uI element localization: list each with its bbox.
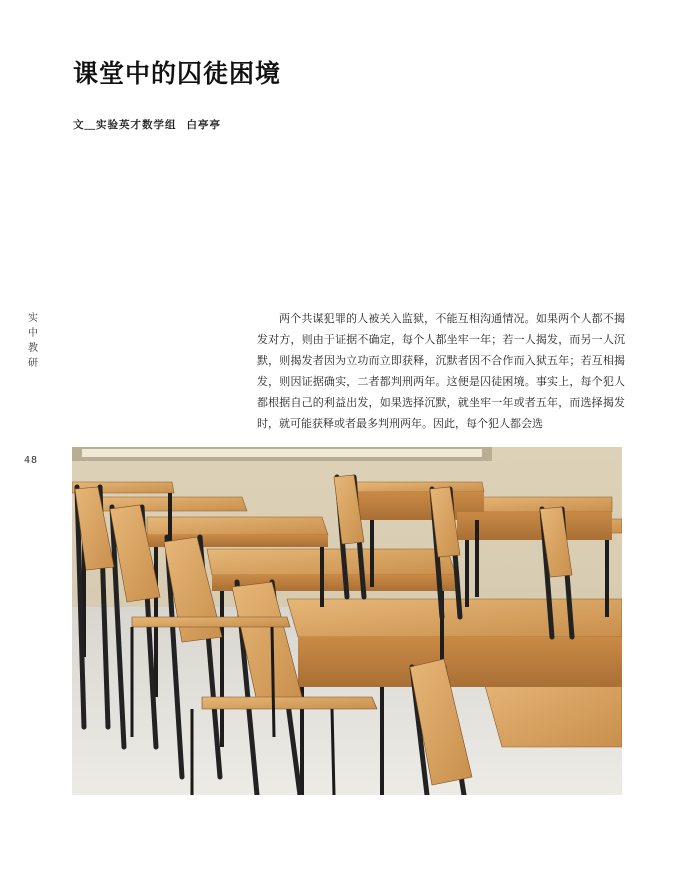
byline <box>73 117 221 132</box>
section-char: 中 <box>28 328 38 339</box>
section-label <box>27 311 39 371</box>
body-text <box>257 308 625 434</box>
body-paragraph: 两个共谋犯罪的人被关入监狱，不能互相沟通情况。如果两个人都不揭发对方，则由于证据不确定，每个人都坐牢一年；若一人揭发，而另一人沉默，则揭发者因为立功而立即获释，沉默者因不合作而入狱五年；若互相揭发，则因证据确实，二者都判刑两年。这便是囚徒困境。事实上，每个犯人都根据自己的利益出发，如果选择沉默，就坐牢一年或者五年，而选择揭发时，就可能获释或者最多判刑两年。因此，每个犯人都会选 <box>257 312 625 430</box>
section-char: 教 <box>28 343 38 354</box>
article-title: 课堂中的囚徒困境 <box>73 59 282 88</box>
classroom-illustration <box>72 447 622 795</box>
page-number: 48 <box>24 455 39 466</box>
author-name: 白亭亭 <box>186 119 221 131</box>
section-char: 研 <box>28 358 38 369</box>
classroom-photo <box>72 447 622 795</box>
section-char: 实 <box>28 313 38 324</box>
byline-prefix: 文＿实验英才数学组 <box>73 119 177 131</box>
